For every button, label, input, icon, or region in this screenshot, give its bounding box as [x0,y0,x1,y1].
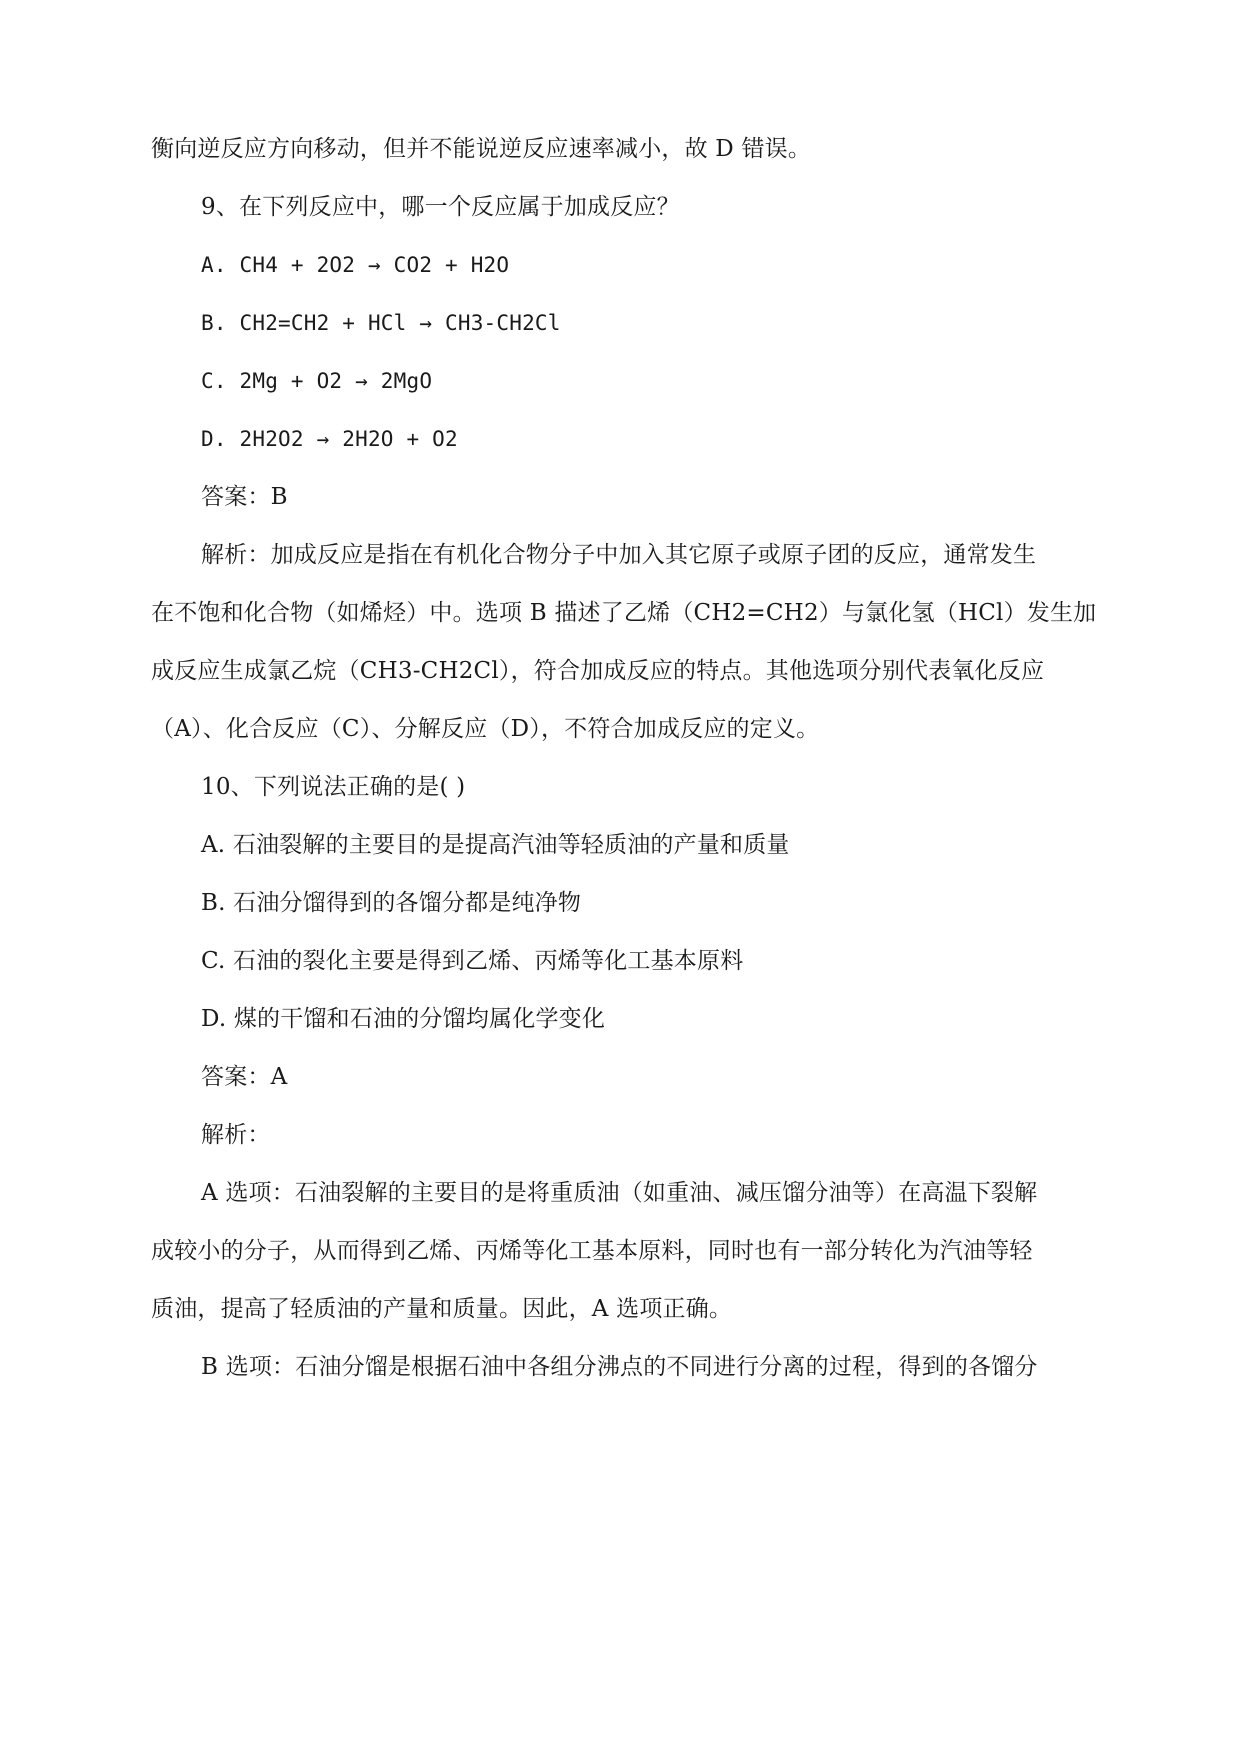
question-10-explanation-line: A 选项：石油裂解的主要目的是将重质油（如重油、减压馏分油等）在高温下裂解 [201,1180,1038,1206]
question-10-stem: 10、下列说法正确的是( ) [201,774,466,800]
question-10-option-d: D. 煤的干馏和石油的分馏均属化学变化 [201,1006,606,1032]
question-10-explanation-line: 成较小的分子，从而得到乙烯、丙烯等化工基本原料，同时也有一部分转化为汽油等轻 [151,1238,1033,1264]
question-9-option-b: B. CH2=CH2 + HCl → CH3-CH2Cl [201,311,561,335]
question-9-explanation-line: （A）、化合反应（C）、分解反应（D），不符合加成反应的定义。 [151,716,820,742]
question-9-explanation-line: 在不饱和化合物（如烯烃）中。选项 B 描述了乙烯（CH2=CH2）与氯化氢（HCl）发生加 [151,600,1097,626]
question-10-option-b: B. 石油分馏得到的各馏分都是纯净物 [201,890,582,916]
question-10-option-a: A. 石油裂解的主要目的是提高汽油等轻质油的产量和质量 [201,832,790,858]
question-9-stem: 9、在下列反应中，哪一个反应属于加成反应？ [201,194,680,220]
question-9-option-c: C. 2Mg + O2 → 2MgO [201,369,433,393]
question-9-explanation-line: 成反应生成氯乙烷（CH3-CH2Cl），符合加成反应的特点。其他选项分别代表氧化反应 [151,658,1045,684]
question-10-explanation-line: 质油，提高了轻质油的产量和质量。因此，A 选项正确。 [151,1296,733,1322]
question-10-explanation-heading: 解析： [201,1122,271,1148]
question-10-answer: 答案：A [201,1064,288,1090]
question-10-explanation-line: B 选项：石油分馏是根据石油中各组分沸点的不同进行分离的过程，得到的各馏分 [201,1354,1038,1380]
explanation-continuation: 衡向逆反应方向移动，但并不能说逆反应速率减小，故 D 错误。 [151,136,812,162]
question-9-option-d: D. 2H2O2 → 2H2O + O2 [201,427,458,451]
question-9-answer: 答案：B [201,484,288,510]
question-10-option-c: C. 石油的裂化主要是得到乙烯、丙烯等化工基本原料 [201,948,744,974]
question-9-option-a: A. CH4 + 2O2 → CO2 + H2O [201,253,510,277]
question-9-explanation-line: 解析：加成反应是指在有机化合物分子中加入其它原子或原子团的反应，通常发生 [201,542,1037,568]
